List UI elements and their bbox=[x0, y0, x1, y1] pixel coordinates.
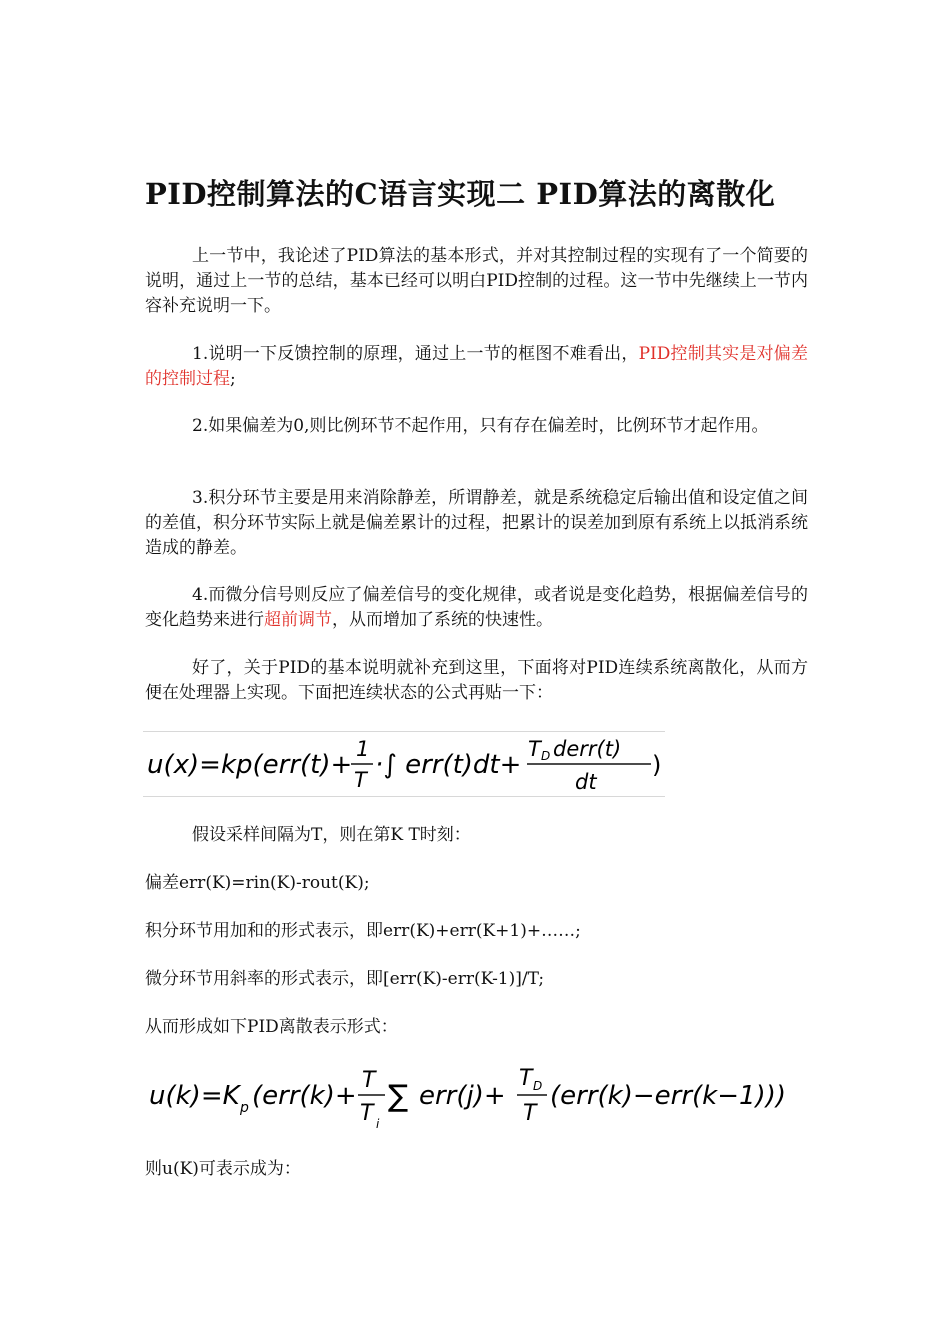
point-1-text: 1.说明一下反馈控制的原理，通过上一节的框图不难看出， bbox=[192, 344, 639, 364]
formula2-frac2-num-sub: D bbox=[533, 1079, 543, 1093]
paragraph-point-3: 3.积分环节主要是用来消除静差，所谓静差，就是系统稳定后输出值和设定值之间的差值，积分环节实际上就是偏差累计的过程，把累计的误差加到原有系统上以抵消系统造成的静差。 bbox=[145, 488, 808, 558]
formula2-frac1-den-sub: i bbox=[376, 1117, 380, 1131]
formula1-close: ) bbox=[652, 751, 662, 779]
closing-line: 则u(K)可表示成为： bbox=[145, 1159, 301, 1179]
formula2-part3: (err(k)−err(k−1))) bbox=[550, 1081, 786, 1111]
formula2-part1: (err(k)+ bbox=[252, 1081, 357, 1111]
formula1-T: T bbox=[354, 768, 367, 792]
error-definition: 偏差err(K)=rin(K)-rout(K); bbox=[145, 873, 370, 893]
formula1-den: dt bbox=[575, 770, 597, 794]
formula2-frac2-num: T bbox=[519, 1066, 533, 1091]
point-4-highlight: 超前调节 bbox=[264, 610, 332, 630]
paragraph-sampling: 假设采样间隔为T，则在第K T时刻： bbox=[192, 825, 471, 845]
continuous-formula-svg bbox=[143, 732, 665, 796]
integral-definition: 积分环节用加和的形式表示，即err(K)+err(K+1)+……; bbox=[145, 921, 581, 941]
formula1-num-sub: D bbox=[541, 749, 551, 763]
paragraph-transition: 好了，关于PID的基本说明就补充到这里，下面将对PID连续系统离散化，从而方便在处理器上实现。下面把连续状态的公式再贴一下： bbox=[145, 658, 808, 703]
formula2-kp-sub: p bbox=[240, 1100, 249, 1116]
formula2-part2: err(j)+ bbox=[419, 1081, 506, 1111]
formula2-frac1-den: T bbox=[360, 1101, 374, 1126]
discrete-formula-svg bbox=[143, 1060, 803, 1138]
formula1-num-T: T bbox=[528, 737, 541, 761]
continuous-pid-formula bbox=[143, 731, 665, 797]
derivative-definition: 微分环节用斜率的形式表示，即[err(K)-err(K-1)]/T; bbox=[145, 969, 545, 989]
paragraph-point-1 bbox=[145, 342, 808, 392]
paragraph-point-4 bbox=[145, 583, 808, 633]
formula1-mid: ·∫ err(t)dt+ bbox=[375, 750, 522, 780]
point-1-highlight: PID控制其实是对偏差的控制过程 bbox=[145, 344, 808, 389]
formula1-lhs: u(x)=kp(err(t)+ bbox=[147, 750, 353, 780]
point-1-end: ; bbox=[230, 369, 236, 389]
formula2-sum: ∑ bbox=[388, 1079, 409, 1114]
point-4-text: 4.而微分信号则反应了偏差信号的变化规律，或者说是变化趋势，根据偏差信号的变化趋势来进行 bbox=[145, 585, 808, 630]
discrete-pid-formula bbox=[143, 1060, 803, 1138]
discrete-form-intro: 从而形成如下PID离散表示形式： bbox=[145, 1017, 398, 1037]
paragraph-intro: 上一节中，我论述了PID算法的基本形式，并对其控制过程的实现有了一个简要的说明，通过上一节的总结，基本已经可以明白PID控制的过程。这一节中先继续上一节内容补充说明一下。 bbox=[145, 246, 808, 316]
page-title: PID控制算法的C语言实现二 PID算法的离散化 bbox=[145, 177, 776, 211]
point-4-end: ，从而增加了系统的快速性。 bbox=[332, 610, 553, 630]
formula2-lhs: u(k)=K bbox=[149, 1081, 240, 1111]
formula1-one: 1 bbox=[356, 737, 370, 761]
formula1-num-rest: derr(t) bbox=[553, 737, 622, 761]
formula2-frac2-den: T bbox=[523, 1101, 537, 1126]
paragraph-point-2: 2.如果偏差为0,则比例环节不起作用，只有存在偏差时，比例环节才起作用。 bbox=[192, 416, 769, 436]
formula2-frac1-num: T bbox=[362, 1068, 376, 1093]
